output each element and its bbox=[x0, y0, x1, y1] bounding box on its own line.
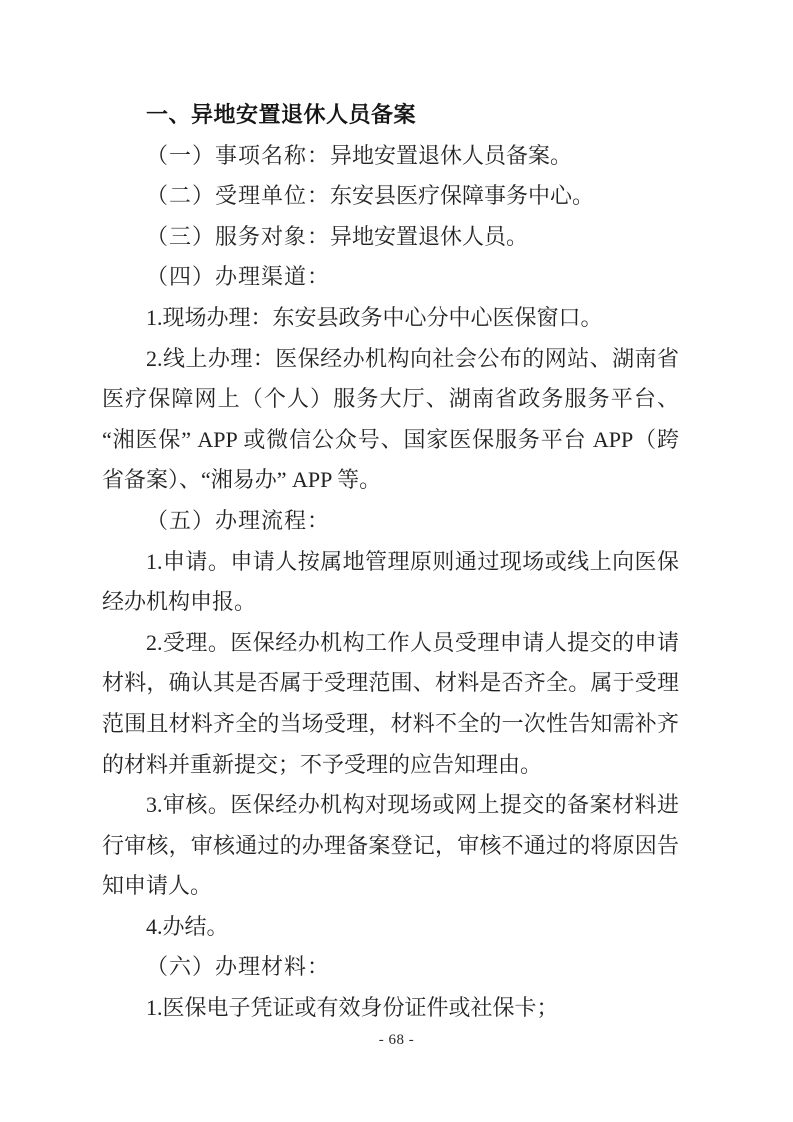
paragraph-text: 1.医保电子凭证或有效身份证件或社保卡； bbox=[146, 995, 559, 1021]
document-content bbox=[102, 95, 679, 1029]
paragraph-text: 东安县医疗保障事务中心。 bbox=[330, 183, 595, 209]
paragraph-text: 1.现场办理：东安县政务中心分中心医保窗口。 bbox=[146, 304, 603, 330]
paragraph bbox=[102, 785, 679, 907]
paragraph-label: （六）办理材料： bbox=[146, 954, 331, 980]
paragraph bbox=[102, 907, 679, 948]
paragraph-text: 1.申请。申请人按属地管理原则通过现场或线上向医保经办机构申报。 bbox=[102, 548, 679, 615]
page-number: - 68 - bbox=[378, 1032, 415, 1048]
paragraph bbox=[102, 542, 679, 623]
paragraph bbox=[102, 298, 679, 339]
paragraph-text: 3.审核。医保经办机构对现场或网上提交的备案材料进行审核，审核通过的办理备案登记，审核不通过的将原因告知申请人。 bbox=[102, 792, 679, 899]
paragraph-text: 异地安置退休人员。 bbox=[330, 223, 529, 249]
paragraph bbox=[102, 988, 679, 1029]
paragraph bbox=[102, 501, 679, 542]
paragraph-label: （四）办理渠道： bbox=[146, 264, 331, 290]
paragraph-text: 2.受理。医保经办机构工作人员受理申请人提交的申请材料，确认其是否属于受理范围、材料是否齐全。属于受理范围且材料齐全的当场受理，材料不全的一次性告知需补齐的材料并重新提交；不予受理的应告知理由。 bbox=[102, 629, 679, 777]
paragraph bbox=[102, 217, 679, 258]
paragraph-text: 异地安置退休人员备案。 bbox=[330, 142, 573, 168]
paragraph bbox=[102, 947, 679, 988]
paragraph-label: （一）事项名称： bbox=[146, 142, 331, 168]
paragraph bbox=[102, 623, 679, 785]
section-heading: 一、异地安置退休人员备案 bbox=[146, 102, 417, 127]
paragraph bbox=[102, 176, 679, 217]
document-body bbox=[102, 136, 679, 1029]
paragraph-label: （二）受理单位： bbox=[146, 183, 331, 209]
paragraph bbox=[102, 257, 679, 298]
paragraph bbox=[102, 136, 679, 177]
paragraph-label: （三）服务对象： bbox=[146, 223, 331, 249]
paragraph-text: 4.办结。 bbox=[146, 913, 229, 939]
paragraph-label: （五）办理流程： bbox=[146, 507, 331, 533]
paragraph bbox=[102, 339, 679, 501]
paragraph-text: 2.线上办理：医保经办机构向社会公布的网站、湖南省医疗保障网上（个人）服务大厅、湖南省政务服务平台、“湘医保” APP 或微信公众号、国家医保服务平台 APP（跨省备案）、“湘易办” APP 等。 bbox=[102, 345, 679, 493]
